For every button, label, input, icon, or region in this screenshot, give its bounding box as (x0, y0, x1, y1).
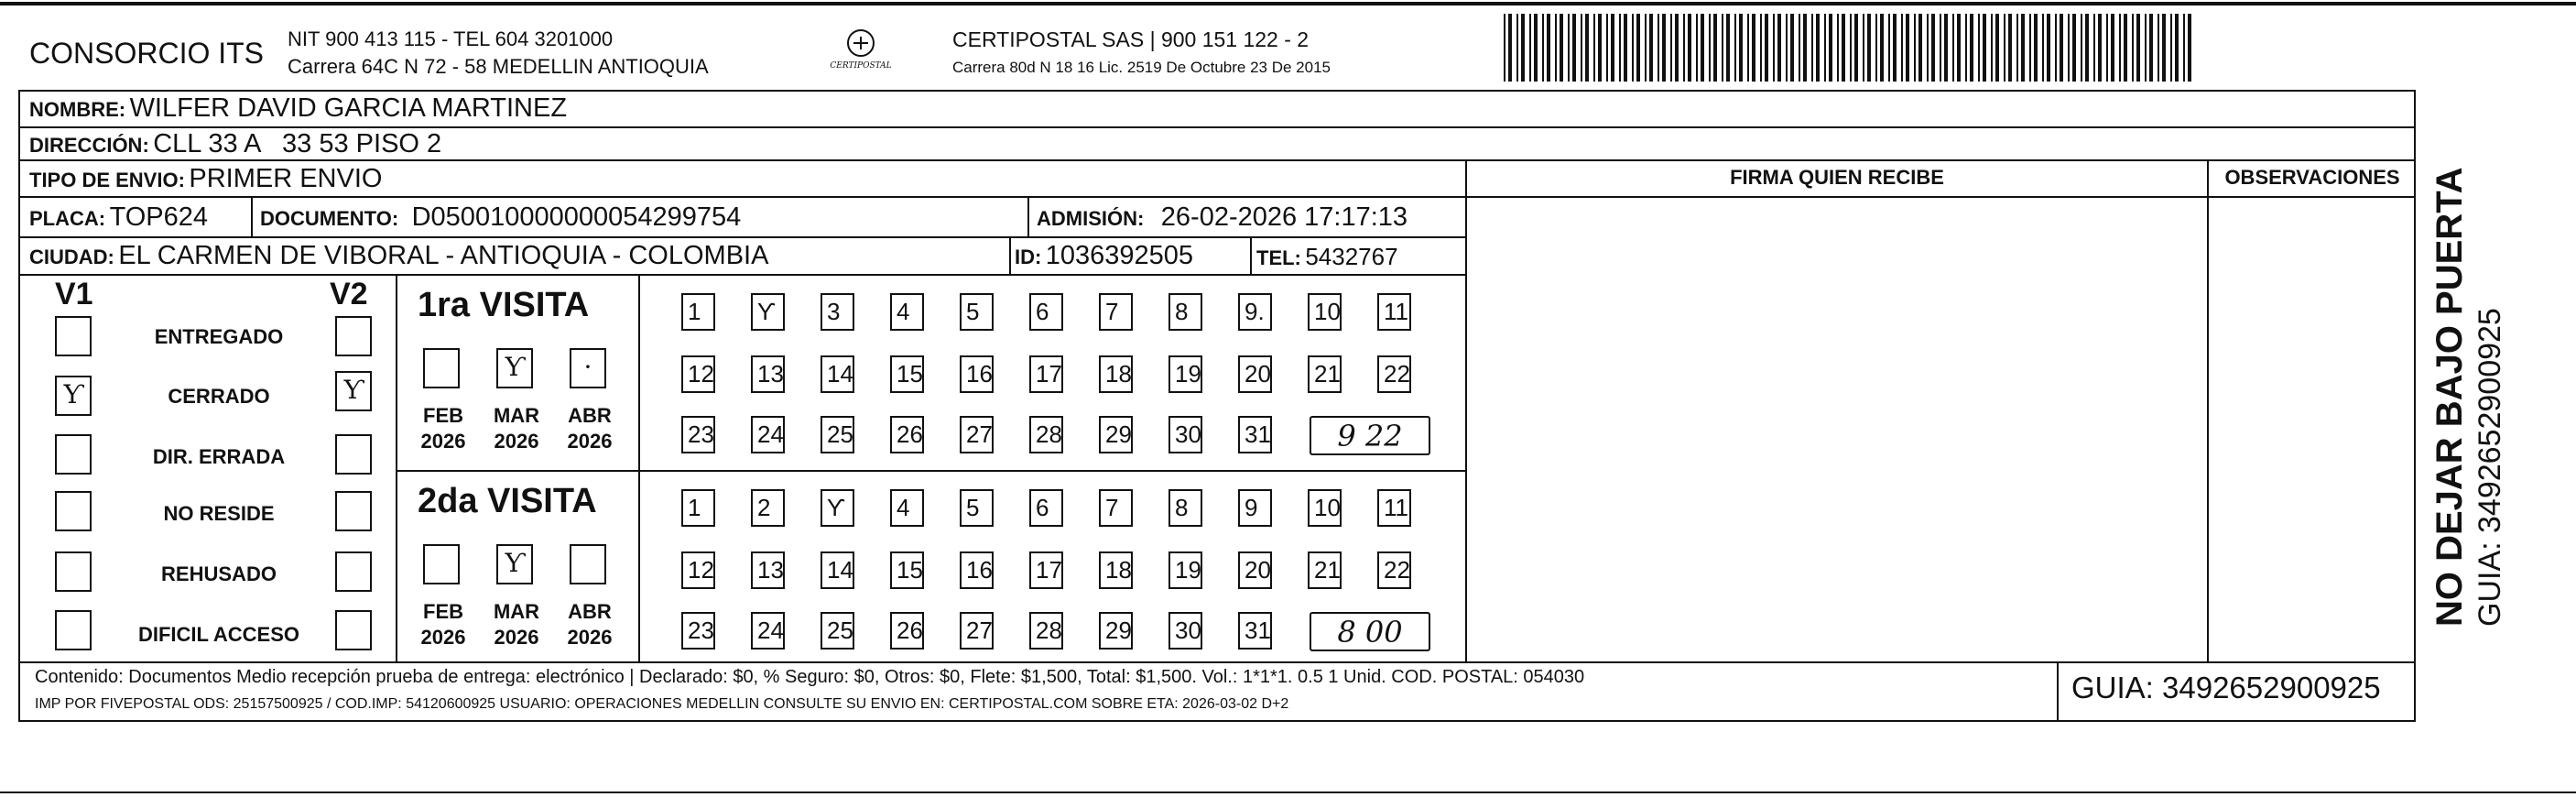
visita1-day-5[interactable]: 5 (960, 293, 994, 331)
visita2-month-0-checkbox[interactable] (423, 544, 460, 584)
month-name: MAR (493, 600, 540, 623)
month-year: 2026 (420, 626, 466, 649)
barcode-bar (1701, 14, 1704, 82)
visita1-day-1[interactable]: 1 (681, 293, 715, 331)
month-year: 2026 (567, 430, 613, 453)
nombre-label: NOMBRE: (29, 98, 126, 121)
visita2-day-20[interactable]: 20 (1238, 551, 1272, 589)
tel-row (1256, 243, 1398, 271)
visita1-day-23[interactable]: 23 (681, 416, 715, 453)
barcode-bar (1952, 14, 1954, 82)
barcode-bar (2029, 14, 2031, 82)
barcode-bar (2047, 14, 2050, 82)
tel-label: TEL: (1256, 246, 1301, 269)
barcode-bar (1542, 14, 1544, 82)
barcode-bar (1944, 14, 1948, 82)
v1-cerrado-checkbox[interactable]: Ƴ (55, 376, 92, 416)
barcode-bar (1560, 14, 1563, 82)
direccion-label: DIRECCIÓN: (29, 134, 149, 157)
barcode-bar (2145, 14, 2147, 82)
barcode-bar (1632, 14, 1634, 82)
visita1-day-21[interactable]: 21 (1308, 355, 1342, 393)
visita2-day-27[interactable]: 27 (960, 612, 994, 650)
barcode-bar (1658, 14, 1659, 82)
barcode-bar (1918, 14, 1922, 82)
company-line-2: Carrera 64C N 72 - 58 MEDELLIN ANTIOQUIA (288, 55, 709, 78)
visita2-day-8[interactable]: 8 (1168, 489, 1202, 527)
status-entregado: ENTREGADO (154, 325, 284, 348)
direccion-value: CLL 33 A 33 53 PISO 2 (153, 129, 442, 158)
barcode-bar (1547, 14, 1550, 82)
barcode-bar (1606, 14, 1608, 82)
barcode-bar (1675, 14, 1679, 82)
visita2-day-12[interactable]: 12 (681, 551, 715, 589)
visita2-day-26[interactable]: 26 (890, 612, 924, 650)
visita2-month-2-label (560, 599, 619, 650)
v2-dificil-acceso-checkbox[interactable] (335, 610, 372, 650)
visita1-day-4[interactable]: 4 (890, 293, 924, 331)
barcode-bar (1906, 14, 1909, 82)
visita2-month-1-label (487, 599, 546, 650)
barcode-bar (1581, 14, 1582, 82)
visita1-day-14[interactable]: 14 (821, 355, 854, 393)
ciudad-value: EL CARMEN DE VIBORAL - ANTIOQUIA - COLOMBIA (118, 241, 769, 270)
visita1-month-0-checkbox[interactable] (423, 348, 460, 388)
barcode-bar (1893, 14, 1897, 82)
barcode-bar (1799, 14, 1800, 82)
visita1-day-15[interactable]: 15 (890, 355, 924, 393)
visita1-day-6[interactable]: 6 (1029, 293, 1063, 331)
documento-value: D050010000000054299754 (411, 202, 742, 232)
barcode-bar (1611, 14, 1614, 82)
barcode-bar (1816, 14, 1820, 82)
barcode-bar (2149, 14, 2153, 82)
visita1-day-11[interactable]: 11 (1377, 293, 1411, 331)
visita2-day-19[interactable]: 19 (1168, 551, 1202, 589)
barcode-bar (1850, 14, 1852, 82)
placa-label: PLACA: (29, 207, 106, 230)
month-name: FEB (423, 600, 463, 623)
visita2-day-11[interactable]: 11 (1377, 489, 1411, 527)
visita1-month-1-label (487, 403, 546, 454)
visita2-day-3[interactable]: Ƴ (821, 489, 854, 527)
barcode-bar (2132, 14, 2134, 82)
visita2-day-29[interactable]: 29 (1099, 612, 1133, 650)
barcode-bar (2124, 14, 2127, 82)
barcode-bar (2158, 14, 2159, 82)
visita2-day-2[interactable]: 2 (751, 489, 785, 527)
barcode-bar (2085, 14, 2089, 82)
barcode-bar (1991, 14, 1993, 82)
id-value: 1036392505 (1045, 241, 1194, 270)
status-no-reside: NO RESIDE (163, 502, 275, 525)
status-rehusado: REHUSADO (161, 562, 277, 585)
visita2-time-box[interactable]: 8 00 (1310, 612, 1430, 651)
visita1-day-19[interactable]: 19 (1168, 355, 1202, 393)
visita2-day-9[interactable]: 9 (1238, 489, 1272, 527)
visita2-month-0-label (414, 599, 473, 650)
barcode-bar (1978, 14, 1980, 82)
barcode-bar (1572, 14, 1576, 82)
direccion-row (29, 129, 441, 159)
barcode-bar (2016, 14, 2018, 82)
admision-value: 26-02-2026 17:17:13 (1160, 202, 1408, 232)
documento-row (260, 202, 741, 233)
tipo-envio-row (29, 164, 382, 194)
documento-label: DOCUMENTO: (260, 207, 399, 230)
barcode-bar (1585, 14, 1589, 82)
imp-text: IMP POR FIVEPOSTAL ODS: 25157500925 / COD.IMP: 54120600925 USUARIO: OPERACIONES MEDELLIN CONSULTE SU ENVIO EN: CERTIPOSTAL.COM SOBRE ETA: 2026-03-02 D+2 (35, 696, 1289, 712)
barcode-bar (1995, 14, 1999, 82)
visita1-title: 1ra VISITA (418, 286, 590, 324)
visita2-day-15[interactable]: 15 (890, 551, 924, 589)
tel-value: 5432767 (1305, 243, 1398, 270)
month-name: ABR (568, 404, 612, 427)
barcode-bar (1696, 14, 1698, 82)
barcode-bar (1888, 14, 1890, 82)
visita2-day-6[interactable]: 6 (1029, 489, 1063, 527)
barcode-bar (1773, 14, 1775, 82)
barcode-bar (1662, 14, 1666, 82)
barcode-bar (1568, 14, 1570, 82)
company-line-1: NIT 900 413 115 - TEL 604 3201000 (288, 27, 614, 50)
visita2-day-13[interactable]: 13 (751, 551, 785, 589)
barcode-bar (2004, 14, 2005, 82)
visita2-day-14[interactable]: 14 (821, 551, 854, 589)
tipo-envio-label: TIPO DE ENVIO: (29, 169, 185, 191)
month-year: 2026 (494, 626, 539, 649)
barcode-bar (2183, 14, 2185, 82)
barcode-bar (1516, 14, 1518, 82)
id-label: ID: (1015, 246, 1042, 268)
barcode-bar (1624, 14, 1627, 82)
barcode-bar (2072, 14, 2076, 82)
barcode-bar (1867, 14, 1871, 82)
barcode-bar (1931, 14, 1935, 82)
v2-rehusado-checkbox[interactable] (335, 551, 372, 592)
barcode-bar (1508, 14, 1512, 82)
v1-no-reside-checkbox[interactable] (55, 491, 92, 531)
barcode-bar (1636, 14, 1640, 82)
visita2-day-25[interactable]: 25 (821, 612, 854, 650)
barcode-bar (1521, 14, 1525, 82)
visita1-day-10[interactable]: 10 (1308, 293, 1342, 331)
visita2-day-30[interactable]: 30 (1168, 612, 1202, 650)
barcode-bar (2119, 14, 2121, 82)
visita1-day-26[interactable]: 26 (890, 416, 924, 453)
admision-label: ADMISIÓN: (1037, 207, 1145, 230)
barcode-bar (1649, 14, 1653, 82)
visita1-month-0-label (414, 403, 473, 454)
barcode-bar (1914, 14, 1916, 82)
barcode-bar (2008, 14, 2012, 82)
side-guia: GUIA: 3492652900925 (2473, 308, 2507, 627)
logo-icon (842, 26, 879, 60)
barcode-bar (2042, 14, 2044, 82)
visita1-day-18[interactable]: 18 (1099, 355, 1133, 393)
barcode (1502, 14, 2194, 82)
barcode-bar (1504, 14, 1505, 82)
barcode-bar (1713, 14, 1717, 82)
visita1-day-16[interactable]: 16 (960, 355, 994, 393)
visita1-day-30[interactable]: 30 (1168, 416, 1202, 453)
visita1-day-2[interactable]: Ƴ (751, 293, 785, 331)
status-cerrado: CERRADO (168, 385, 270, 408)
visita2-day-28[interactable]: 28 (1029, 612, 1063, 650)
barcode-bar (1983, 14, 1986, 82)
firma-header: FIRMA QUIEN RECIBE (1730, 166, 1944, 189)
visita1-day-25[interactable]: 25 (821, 416, 854, 453)
barcode-bar (1598, 14, 1602, 82)
barcode-bar (1837, 14, 1839, 82)
visita2-day-21[interactable]: 21 (1308, 551, 1342, 589)
id-row (1015, 241, 1193, 271)
barcode-bar (1722, 14, 1723, 82)
barcode-bar (2081, 14, 2082, 82)
visita2-day-10[interactable]: 10 (1308, 489, 1342, 527)
barcode-bar (1734, 14, 1736, 82)
visita2-day-5[interactable]: 5 (960, 489, 994, 527)
barcode-bar (2106, 14, 2108, 82)
visita1-day-20[interactable]: 20 (1238, 355, 1272, 393)
barcode-bar (1683, 14, 1685, 82)
visita1-time-box[interactable]: 9 22 (1310, 416, 1430, 455)
barcode-bar (2098, 14, 2102, 82)
v1-label: V1 (55, 277, 93, 311)
visita2-title: 2da VISITA (418, 482, 597, 520)
visita2-day-23[interactable]: 23 (681, 612, 715, 650)
barcode-bar (1760, 14, 1762, 82)
visita2-day-22[interactable]: 22 (1377, 551, 1411, 589)
barcode-bar (2055, 14, 2057, 82)
barcode-bar (1619, 14, 1621, 82)
barcode-bar (1765, 14, 1768, 82)
month-year: 2026 (420, 430, 466, 453)
month-name: MAR (493, 404, 540, 427)
visita2-day-1[interactable]: 1 (681, 489, 715, 527)
barcode-bar (1534, 14, 1538, 82)
carrier-line-1: CERTIPOSTAL SAS | 900 151 122 - 2 (952, 27, 1310, 51)
barcode-bar (2068, 14, 2070, 82)
barcode-bar (1670, 14, 1672, 82)
visita1-day-24[interactable]: 24 (751, 416, 785, 453)
barcode-bar (1901, 14, 1903, 82)
visita1-day-13[interactable]: 13 (751, 355, 785, 393)
admision-row (1037, 202, 1408, 233)
barcode-bar (1555, 14, 1557, 82)
certipostal-logo (829, 26, 893, 71)
barcode-bar (1790, 14, 1794, 82)
tipo-envio-value: PRIMER ENVIO (189, 164, 383, 193)
barcode-bar (2034, 14, 2038, 82)
v2-entregado-checkbox[interactable] (335, 316, 372, 356)
visita1-day-31[interactable]: 31 (1238, 416, 1272, 453)
barcode-bar (2175, 14, 2179, 82)
v1-rehusado-checkbox[interactable] (55, 551, 92, 592)
month-year: 2026 (567, 626, 613, 649)
month-name: ABR (568, 600, 612, 623)
v1-entregado-checkbox[interactable] (55, 316, 92, 356)
barcode-bar (1739, 14, 1743, 82)
visita1-month-2-label (560, 403, 619, 454)
barcode-bar (1842, 14, 1845, 82)
barcode-bar (2136, 14, 2140, 82)
barcode-bar (1970, 14, 1973, 82)
visita1-day-27[interactable]: 27 (960, 416, 994, 453)
barcode-bar (2111, 14, 2114, 82)
visita2-day-7[interactable]: 7 (1099, 489, 1133, 527)
barcode-bar (2021, 14, 2025, 82)
barcode-bar (1854, 14, 1858, 82)
ciudad-label: CIUDAD: (29, 246, 114, 268)
visita1-month-2-checkbox[interactable]: · (570, 348, 606, 388)
barcode-bar (1645, 14, 1647, 82)
barcode-bar (1880, 14, 1884, 82)
barcode-bar (1863, 14, 1864, 82)
visita2-month-2-checkbox[interactable] (570, 544, 606, 584)
placa-row (29, 202, 208, 233)
visita1-month-1-checkbox[interactable]: Ƴ (496, 348, 533, 388)
placa-value: TOP624 (109, 202, 209, 232)
visita1-day-12[interactable]: 12 (681, 355, 715, 393)
barcode-bar (1811, 14, 1813, 82)
barcode-bar (2170, 14, 2172, 82)
barcode-bar (1875, 14, 1877, 82)
side-warning: NO DEJAR BAJO PUERTA (2429, 167, 2470, 627)
v2-dir-errada-checkbox[interactable] (335, 434, 372, 475)
visita1-day-17[interactable]: 17 (1029, 355, 1063, 393)
barcode-bar (1747, 14, 1749, 82)
logo-text: CERTIPOSTAL (830, 61, 892, 71)
visita2-day-31[interactable]: 31 (1238, 612, 1272, 650)
barcode-bar (1709, 14, 1711, 82)
barcode-bar (1777, 14, 1781, 82)
visita1-day-3[interactable]: 3 (821, 293, 854, 331)
v1-dir-errada-checkbox[interactable] (55, 434, 92, 475)
barcode-bar (1940, 14, 1941, 82)
barcode-bar (1829, 14, 1832, 82)
barcode-bar (1965, 14, 1967, 82)
visita2-month-1-checkbox[interactable]: Ƴ (496, 544, 533, 584)
v2-cerrado-checkbox[interactable]: Ƴ (335, 371, 372, 411)
visita2-day-4[interactable]: 4 (890, 489, 924, 527)
v1-dificil-acceso-checkbox[interactable] (55, 610, 92, 650)
status-dificil-acceso: DIFICIL ACCESO (137, 623, 299, 646)
ciudad-row (29, 241, 768, 271)
company-name: CONSORCIO ITS (29, 37, 265, 70)
barcode-bar (1688, 14, 1691, 82)
barcode-bar (1726, 14, 1730, 82)
nombre-row (29, 93, 567, 124)
barcode-bar (1927, 14, 1929, 82)
barcode-bar (1957, 14, 1961, 82)
barcode-bar (1786, 14, 1788, 82)
top-border (0, 2, 2576, 5)
v2-label: V2 (330, 277, 368, 311)
side-text (2429, 114, 2538, 627)
month-name: FEB (423, 404, 463, 427)
visita2-day-18[interactable]: 18 (1099, 551, 1133, 589)
barcode-bar (1593, 14, 1595, 82)
status-dir-errada: DIR. ERRADA (152, 445, 286, 468)
observaciones-header: OBSERVACIONES (2224, 166, 2400, 189)
visita1-day-22[interactable]: 22 (1377, 355, 1411, 393)
barcode-bar (2060, 14, 2063, 82)
visita1-day-9[interactable]: 9. (1238, 293, 1272, 331)
barcode-bar (1803, 14, 1807, 82)
carrier-line-2: Carrera 80d N 18 16 Lic. 2519 De Octubre 23 De 2015 (952, 59, 1331, 76)
footer-guia: GUIA: 3492652900925 (2071, 671, 2381, 704)
barcode-bar (2093, 14, 2095, 82)
barcode-bar (2188, 14, 2191, 82)
barcode-bar (2162, 14, 2166, 82)
bottom-cut-line (0, 792, 2576, 793)
barcode-bar (1529, 14, 1531, 82)
visita2-day-16[interactable]: 16 (960, 551, 994, 589)
visita1-day-29[interactable]: 29 (1099, 416, 1133, 453)
visita1-day-28[interactable]: 28 (1029, 416, 1063, 453)
visita1-day-7[interactable]: 7 (1099, 293, 1133, 331)
nombre-value: WILFER DAVID GARCIA MARTINEZ (129, 93, 568, 123)
v2-no-reside-checkbox[interactable] (335, 491, 372, 531)
barcode-bar (1824, 14, 1826, 82)
visita1-day-8[interactable]: 8 (1168, 293, 1202, 331)
visita2-day-17[interactable]: 17 (1029, 551, 1063, 589)
barcode-bar (1752, 14, 1755, 82)
month-year: 2026 (494, 430, 539, 453)
visita2-day-24[interactable]: 24 (751, 612, 785, 650)
contenido-text: Contenido: Documentos Medio recepción prueba de entrega: electrónico | Declarado: $0, % Seguro: $0, Otros: $0, Flete: $1,500, Total: $1,500. Vol.: 1*1*1. 0.5 1 Unid. COD. POSTAL: 054030 (35, 667, 1585, 687)
